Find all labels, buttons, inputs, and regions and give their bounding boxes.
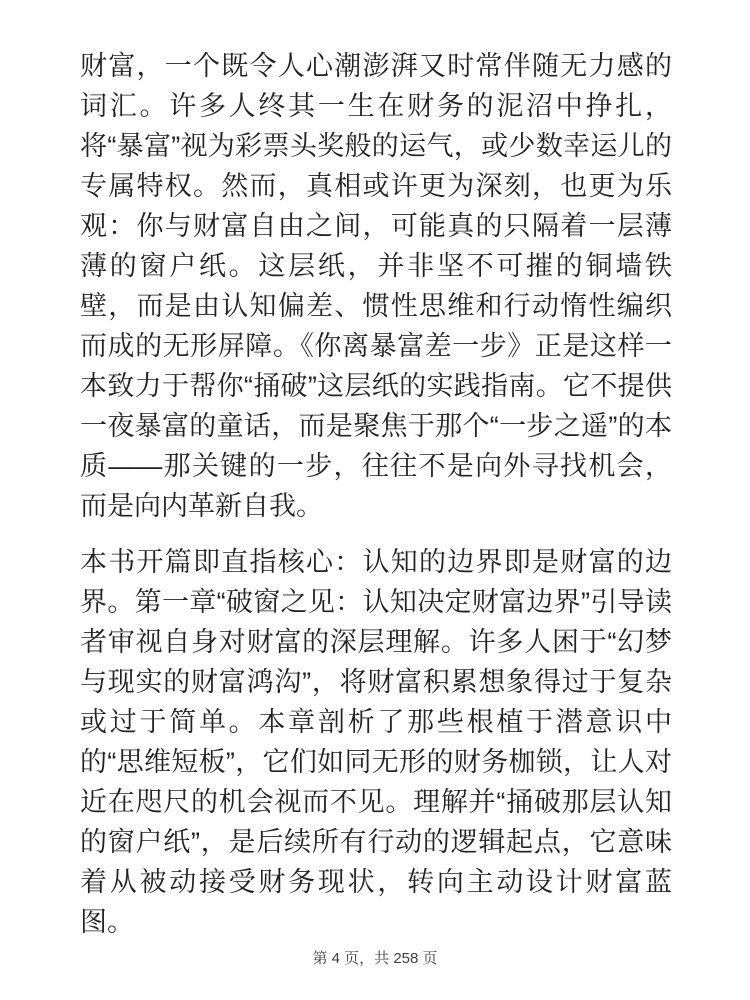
paragraph: 本书开篇即直指核心：认知的边界即是财富的边界。第一章“破窗之见：认知决定财富边界”引导读者审视自身对财富的深层理解。许多人困于“幻梦与现实的财富鸿沟”，将财富积累想象得过于复杂或过于简单。本章剖析了那些根植于潜意识中的“思维短板”，它们如同无形的财务枷锁，让人对近在咫尺的机会视而不见。理解并“捅破那层认知的窗户纸”，是后续所有行动的逻辑起点，它意味着从被动接受财务现状，转向主动设计财富蓝图。	[80, 547, 672, 937]
page-number-indicator: 第 4 页，共 258 页	[312, 950, 438, 967]
page-content	[80, 46, 672, 958]
paragraph: 财富，一个既令人心潮澎湃又时常伴随无力感的词汇。许多人终其一生在财务的泥沼中挣扎，将“暴富”视为彩票头奖般的运气，或少数幸运儿的专属特权。然而，真相或许更为深刻，也更为乐观：你与财富自由之间，可能真的只隔着一层薄薄的窗户纸。这层纸，并非坚不可摧的铜墙铁壁，而是由认知偏差、惯性思维和行动惰性编织而成的无形屏障。《你离暴富差一步》正是这样一本致力于帮你“捅破”这层纸的实践指南。它不提供一夜暴富的童话，而是聚焦于那个“一步之遥”的本质——那关键的一步，往往不是向外寻找机会，而是向内革新自我。	[80, 51, 672, 521]
